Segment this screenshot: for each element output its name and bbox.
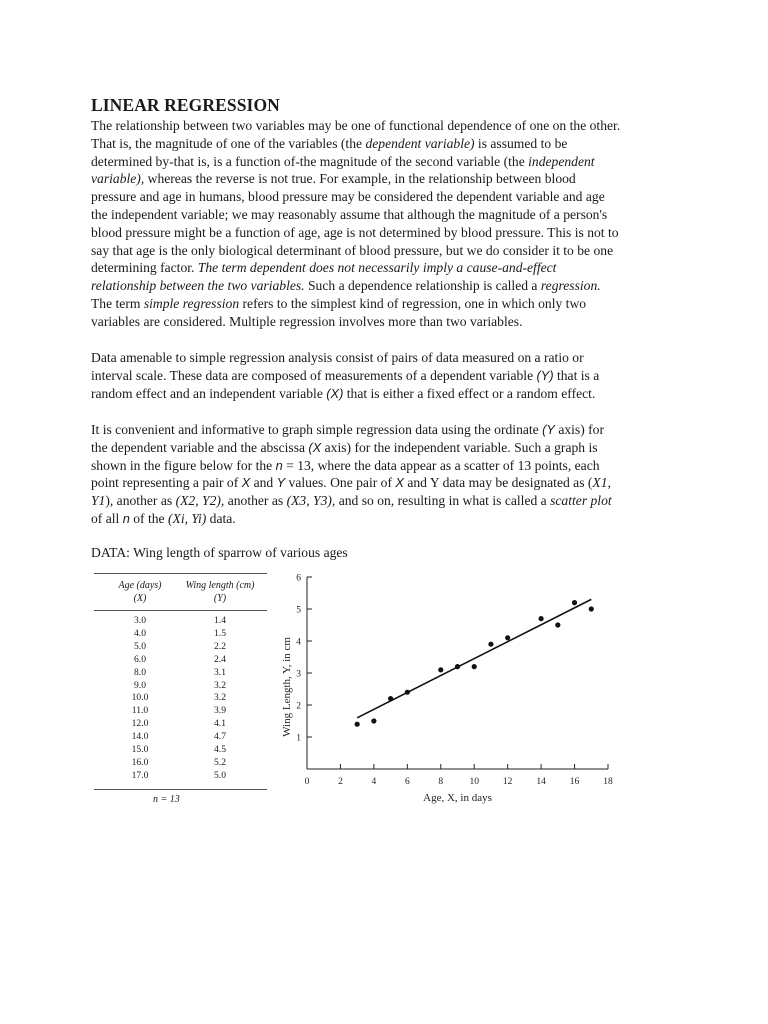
data-point xyxy=(505,635,510,640)
table-cell-wing: 4.5 xyxy=(214,744,226,755)
table-cell-age: 6.0 xyxy=(134,653,146,665)
table-cell-wing: 5.0 xyxy=(214,769,226,781)
text-line: variable), whereas the reverse is not true. For example, in the relationship between blood xyxy=(91,171,576,187)
table-cell-age: 16.0 xyxy=(131,756,149,768)
data-point xyxy=(355,722,360,727)
table-cell-wing: 3.9 xyxy=(214,705,226,717)
data-point xyxy=(388,696,393,701)
text-line: of all n of the (Xi, Yi) data. xyxy=(91,510,236,526)
text-line: interval scale. These data are composed of measurements of a dependent variable (Y) that is a xyxy=(91,367,600,383)
table-cell-age: 15.0 xyxy=(131,744,149,755)
table-cell-age: 9.0 xyxy=(134,679,146,691)
text-line: the dependent variable and the abscissa (X axis) for the independent variable. Such a graph is xyxy=(91,439,598,455)
text-line: The term simple regression refers to the simplest kind of regression, one in which only two xyxy=(91,295,587,311)
table-cell-wing: 4.7 xyxy=(214,731,226,743)
y-tick-label: 6 xyxy=(296,573,301,584)
data-point xyxy=(572,600,577,605)
table-cell-wing: 3.1 xyxy=(214,666,226,678)
data-heading: DATA: Wing length of sparrow of various ages xyxy=(91,545,348,560)
x-tick-label: 0 xyxy=(304,777,310,787)
table-cell-age: 17.0 xyxy=(131,769,149,781)
text-line: determined by-that is, is a function of-the magnitude of the second variable (the independent xyxy=(91,153,595,169)
y-tick-label: 4 xyxy=(296,637,301,648)
data-paragraph xyxy=(91,349,691,402)
data-point xyxy=(589,606,594,611)
scatter-chart xyxy=(281,567,621,812)
text-line: random effect and an independent variable (X) that is either a fixed effect or a random effect. xyxy=(91,385,596,401)
data-point xyxy=(488,642,493,647)
x-tick-label: 16 xyxy=(569,777,580,787)
data-point xyxy=(455,664,460,669)
x-tick-label: 10 xyxy=(469,777,479,787)
col-age-symbol: (X) xyxy=(133,593,147,604)
data-point xyxy=(539,616,544,621)
table-cell-age: 3.0 xyxy=(134,615,146,626)
col-wing-header xyxy=(173,579,267,605)
x-tick-label: 2 xyxy=(338,777,343,787)
table-cell-wing: 3.2 xyxy=(214,692,226,704)
table-cell-age: 8.0 xyxy=(134,666,146,678)
col-age-header xyxy=(105,579,175,605)
text-line: say that age is the only biological determinant of blood pressure, but we do consider it to be one xyxy=(91,242,614,258)
table-cell-age: 4.0 xyxy=(134,627,146,639)
x-tick-label: 18 xyxy=(603,777,613,787)
data-table xyxy=(91,567,271,815)
page-title: LINEAR REGRESSION xyxy=(91,95,280,115)
table-cell-age: 10.0 xyxy=(131,692,149,704)
table-cell-age: 5.0 xyxy=(134,640,146,652)
text-line: variables are considered. Multiple regression involves more than two variables. xyxy=(91,313,523,329)
graph-paragraph xyxy=(91,421,691,528)
text-line: blood pressure might be a function of age, age is not determined by blood pressure. This is not to xyxy=(91,224,619,240)
data-point xyxy=(438,667,443,672)
table-top-rule xyxy=(94,573,267,574)
y-tick-label: 5 xyxy=(296,605,301,616)
x-tick-label: 8 xyxy=(438,777,444,787)
table-cell-age: 11.0 xyxy=(131,705,149,717)
intro-paragraph xyxy=(91,117,691,331)
text-line: That is, the magnitude of one of the variables (the dependent variable) is assumed to be xyxy=(91,135,568,151)
data-point xyxy=(555,622,560,627)
x-tick-label: 4 xyxy=(371,777,377,787)
y-axis-label: Wing Length, Y, in cm xyxy=(281,637,293,737)
data-point xyxy=(371,718,376,723)
table-cell-wing: 4.1 xyxy=(214,718,226,730)
n-label: n = 13 xyxy=(153,794,180,805)
data-point xyxy=(405,690,410,695)
table-cell-wing: 3.2 xyxy=(214,679,226,691)
text-line: pressure and age in humans, blood pressure may be considered the dependent variable and age xyxy=(91,189,605,205)
data-point xyxy=(472,664,477,669)
y-tick-label: 3 xyxy=(296,669,301,680)
table-header-rule xyxy=(94,610,267,611)
text-line: the independent variable; we may reasonably assume that although the magnitude of a person's xyxy=(91,206,608,222)
text-line: point representing a pair of X and Y values. One pair of X and Y data may be designated as (X1, xyxy=(91,475,611,491)
text-line: determining factor. The term dependent does not necessarily imply a cause-and-effect xyxy=(91,260,557,276)
table-cell-wing: 2.2 xyxy=(214,640,226,652)
col-age-title: Age (days) xyxy=(118,580,162,591)
col-wing-symbol: (Y) xyxy=(213,593,227,604)
y-tick-label: 1 xyxy=(296,733,301,744)
table-bottom-rule xyxy=(94,789,267,790)
text-line: Data amenable to simple regression analysis consist of pairs of data measured on a ratio or xyxy=(91,350,584,365)
y-tick-label: 2 xyxy=(296,701,301,712)
text-line: It is convenient and informative to graph simple regression data using the ordinate (Y axis) for xyxy=(91,422,604,437)
table-cell-wing: 1.4 xyxy=(214,615,226,626)
table-cell-wing: 5.2 xyxy=(214,756,226,768)
x-tick-label: 14 xyxy=(536,777,546,787)
text-line: relationship between the two variables. Such a dependence relationship is called a regression. xyxy=(91,278,601,294)
text-line: shown in the figure below for the n = 13, where the data appear as a scatter of 13 points, each xyxy=(91,457,600,473)
x-axis-label: Age, X, in days xyxy=(423,792,492,804)
table-cell-wing: 2.4 xyxy=(214,653,226,665)
x-tick-label: 6 xyxy=(404,777,410,787)
figure xyxy=(91,567,631,815)
col-wing-title: Wing length (cm) xyxy=(185,580,255,591)
text-line: The relationship between two variables may be one of functional dependence of one on the other. xyxy=(91,118,621,133)
x-tick-label: 12 xyxy=(502,777,513,787)
table-cell-age: 12.0 xyxy=(131,718,149,730)
table-cell-wing: 1.5 xyxy=(214,627,226,639)
text-line: Y1), another as (X2, Y2), another as (X3, Y3), and so on, resulting in what is called a scatter plot xyxy=(91,493,612,509)
table-cell-age: 14.0 xyxy=(131,731,149,743)
